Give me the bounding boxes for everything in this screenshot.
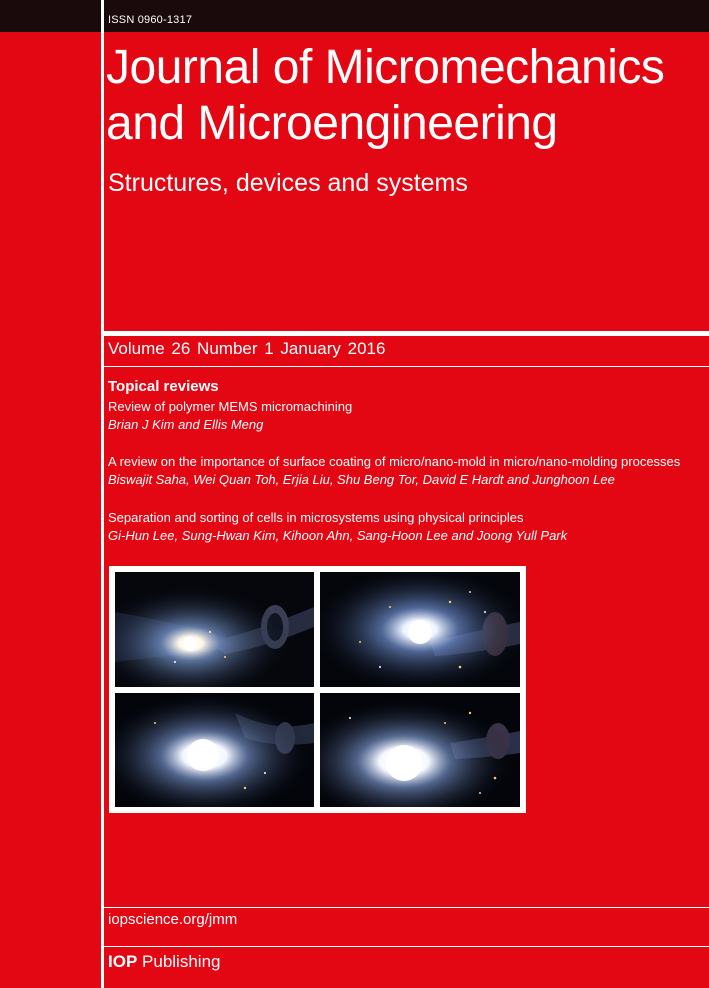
publisher-name: Publishing bbox=[142, 952, 221, 971]
divider-bottom-1 bbox=[101, 907, 709, 908]
cover-figure bbox=[109, 566, 526, 813]
journal-title bbox=[106, 40, 664, 152]
divider-bottom-2 bbox=[101, 946, 709, 947]
figure-panel-3 bbox=[115, 693, 314, 807]
divider-thin bbox=[101, 366, 709, 367]
article-title[interactable]: A review on the importance of surface coating of micro/nano-mold in micro/nano-molding processes bbox=[108, 454, 681, 469]
website-link[interactable]: iopscience.org/jmm bbox=[108, 911, 238, 928]
issue-info: Volume 26 Number 1 January 2016 bbox=[108, 339, 386, 358]
article-3[interactable] bbox=[108, 509, 703, 545]
article-authors: Brian J Kim and Ellis Meng bbox=[108, 417, 264, 432]
figure-panel-1 bbox=[115, 572, 314, 687]
journal-subtitle: Structures, devices and systems bbox=[108, 169, 468, 197]
publisher-logo bbox=[108, 952, 220, 972]
vertical-rule bbox=[101, 0, 104, 988]
journal-title-line-2: and Microengineering bbox=[106, 97, 558, 150]
issn: ISSN 0960-1317 bbox=[108, 14, 193, 26]
article-authors: Biswajit Saha, Wei Quan Toh, Erjia Liu, Shu Beng Tor, David E Hardt and Junghoon Lee bbox=[108, 472, 615, 487]
section-heading: Topical reviews bbox=[108, 378, 219, 395]
article-title[interactable]: Review of polymer MEMS micromachining bbox=[108, 399, 353, 414]
article-1[interactable] bbox=[108, 398, 703, 434]
divider-thick bbox=[101, 331, 709, 336]
figure-panel-2 bbox=[320, 572, 520, 687]
top-bar bbox=[0, 0, 709, 32]
journal-title-line-1: Journal of Micromechanics bbox=[106, 41, 665, 94]
article-2[interactable] bbox=[108, 453, 703, 489]
figure-panel-4 bbox=[320, 693, 520, 807]
article-title[interactable]: Separation and sorting of cells in microsystems using physical principles bbox=[108, 510, 524, 525]
article-authors: Gi-Hun Lee, Sung-Hwan Kim, Kihoon Ahn, Sang-Hoon Lee and Joong Yull Park bbox=[108, 528, 568, 543]
publisher-iop: IOP bbox=[108, 952, 138, 971]
